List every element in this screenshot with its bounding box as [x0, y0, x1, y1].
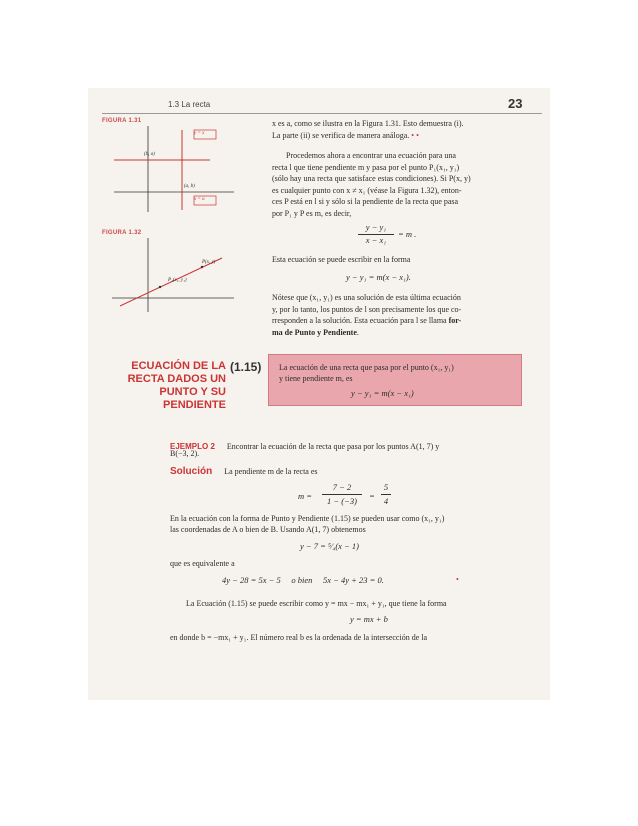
para2-line1: Procedemos ahora a encontrar una ecuación para una	[286, 151, 456, 160]
m-lhs: m =	[298, 491, 312, 501]
para4-line2: y, por lo tanto, los puntos de l son precisamente los que co-	[272, 304, 462, 314]
theorem-line1: La ecuación de una recta que pasa por el punto (x₁, y₁)	[279, 363, 454, 372]
para4-bold-a: for-	[448, 316, 462, 325]
fig131-box2-label: x = a	[194, 197, 205, 202]
theorem-title-line4: PENDIENTE	[163, 399, 226, 411]
paragraph-1	[272, 118, 540, 141]
para4-bold-b: ma de Punto y Pendiente	[272, 327, 357, 337]
slope-numerator: y − y₁	[365, 222, 387, 232]
theorem-box	[268, 354, 522, 406]
m-result-bar	[381, 494, 391, 495]
figure-131	[110, 124, 238, 216]
page-number: 23	[508, 96, 523, 111]
figure-132-label: FIGURA 1.32	[102, 230, 142, 236]
solution-heading-row	[170, 461, 318, 479]
para1-line2: La parte (ii) se verifica de manera análoga.	[272, 130, 410, 140]
m-result-num: 5	[383, 482, 389, 492]
para4-line1: Nótese que (x₁, y₁) es una solución de esta última ecuación	[272, 293, 461, 302]
para2-line6: por P₁ y P es m, es decir,	[272, 208, 352, 218]
para4-line3: rresponden a la solución. Esta ecuación para l se llama	[272, 316, 449, 325]
solution-text: La pendiente m de la recta es	[224, 467, 318, 476]
paragraph-2	[272, 150, 540, 219]
figure-132	[110, 236, 238, 316]
figure-131-label: FIGURA 1.31	[102, 118, 142, 124]
solution-equiv: que es equivalente a	[170, 559, 235, 568]
fig132-point-p-label: P(x, y)	[202, 260, 216, 265]
theorem-equation: y − y₁ = m(x − x₁)	[351, 388, 414, 398]
para1-line1: x es a, como se ilustra en la Figura 1.31. Esto demuestra (i).	[272, 119, 464, 128]
theorem-title-line2: RECTA DADOS UN	[127, 373, 226, 385]
fig131-box1-label: y = x	[194, 131, 205, 136]
closing-equation: y = mx + b	[350, 614, 388, 624]
para2-line3: (sólo hay una recta que satisface estas condiciones). Si P(x, y)	[272, 174, 471, 183]
example-heading-row	[170, 436, 439, 454]
fig131-point2-label: (a, b)	[184, 184, 195, 189]
point-slope-equation: y − y₁ = m(x − x₁).	[346, 272, 411, 282]
solution-eq1: y − 7 = ⁵⁄₄(x − 1)	[300, 541, 359, 551]
solution-para1: En la ecuación con la forma de Punto y Pendiente (1.15) se pueden usar como (x₁, y₁)	[170, 514, 445, 523]
theorem-number: (1.15)	[230, 360, 262, 374]
m-result-den: 4	[383, 496, 389, 506]
header-rule	[102, 113, 542, 114]
end-marker-3: •	[456, 575, 459, 584]
running-header: 1.3 La recta	[168, 100, 211, 109]
example-label: EJEMPLO 2	[170, 442, 215, 451]
paragraph-4: Nótese que (x₁, y₁) es una solución de esta última ecuación y, por lo tanto, los puntos de l son precisamente los que co- rresponden a la solución. Esta ecuación para l se llama for- ma de Punto y Pendiente.	[272, 292, 544, 338]
fig132-point-p1-label: P₁(x₁, y₁)	[168, 278, 187, 283]
para2-line4: es cualquier punto con x ≠ x₁ (véase la Figura 1.32), enton-	[272, 185, 462, 195]
m-denominator: 1 − (−3)	[327, 496, 357, 506]
slope-denominator: x − x₁	[365, 235, 387, 245]
book-page	[88, 88, 550, 700]
theorem-title-line1: ECUACIÓN DE LA	[131, 360, 226, 372]
para2-line5: ces P está en l si y sólo si la pendiente de la recta que pasa	[272, 197, 459, 206]
solution-para2: las coordenadas de A o bien de B. Usando A(1, 7) obtenemos	[170, 525, 366, 534]
theorem-title	[108, 360, 226, 412]
para2-line2: recta l que tiene pendiente m y pasa por el punto P₁(x₁, y₁)	[272, 162, 460, 172]
m-fraction-bar	[322, 494, 362, 495]
theorem-line2: y tiene pendiente m, es	[279, 374, 353, 383]
fig131-point1-label: (b, a)	[144, 152, 155, 157]
end-marker: • •	[411, 130, 419, 140]
m-numerator: 7 − 2	[332, 482, 352, 492]
closing-line1: La Ecuación (1.15) se puede escribir como y = mx − mx₁ + y₁, que tiene la forma	[186, 599, 447, 608]
slope-rhs: = m .	[398, 229, 417, 239]
example-text2: B(−3, 2).	[170, 449, 200, 458]
example-text1: Encontrar la ecuación de la recta que pasa por los puntos A(1, 7) y	[226, 442, 440, 451]
solution-eq2: 4y − 28 = 5x − 5 o bien 5x − 4y + 23 = 0.	[222, 575, 384, 585]
closing-line2: en donde b = −mx₁ + y₁. El número real b es la ordenada de la intersección de la	[170, 633, 428, 642]
m-equals: =	[369, 491, 375, 501]
solution-label: Solución	[170, 466, 213, 477]
theorem-title-line3: PUNTO Y SU	[159, 386, 226, 398]
paragraph-3: Esta ecuación se puede escribir en la forma	[272, 255, 411, 264]
